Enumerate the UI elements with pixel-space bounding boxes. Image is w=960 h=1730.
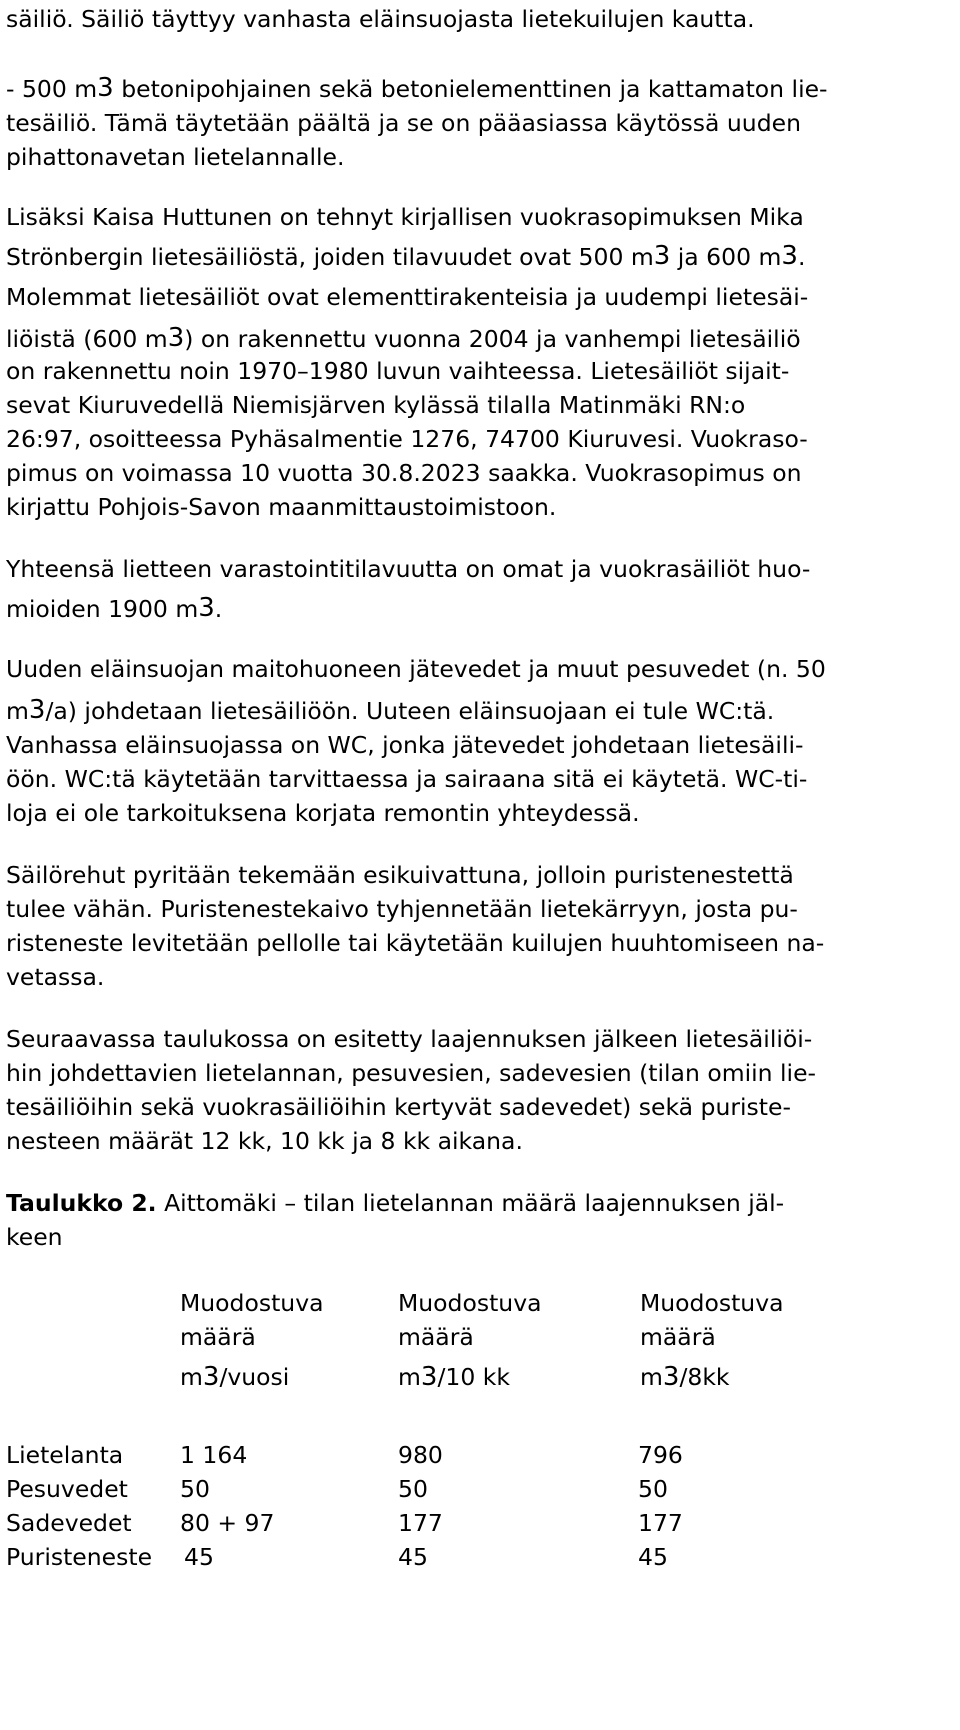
text-span: m <box>180 1363 203 1391</box>
table-cell: 80 + 97 <box>180 1509 275 1537</box>
table-header: Muodostuva <box>180 1289 324 1317</box>
table-row-label: Sadevedet <box>6 1509 132 1537</box>
text-line: nesteen määrät 12 kk, 10 kk ja 8 kk aikana. <box>6 1127 523 1155</box>
superscript: 3 <box>653 241 671 271</box>
text-line <box>6 696 774 726</box>
table-cell: 50 <box>638 1475 668 1503</box>
text-line <box>6 242 805 272</box>
table-header: Muodostuva <box>640 1289 784 1317</box>
text-line: Yhteensä lietteen varastointitilavuutta on omat ja vuokrasäiliöt huo- <box>6 555 811 583</box>
table-cell: 45 <box>184 1543 214 1571</box>
text-span: betonipohjainen sekä betonielementtinen ja kattamaton lie- <box>113 75 828 103</box>
table-header-unit <box>640 1362 730 1392</box>
text-line: Lisäksi Kaisa Huttunen on tehnyt kirjallisen vuokrasopimuksen Mika <box>6 203 804 231</box>
text-line <box>6 74 828 104</box>
table-cell: 1 164 <box>180 1441 248 1469</box>
table-cell: 177 <box>398 1509 443 1537</box>
text-span: m <box>6 697 29 725</box>
text-line: pihattonavetan lietelannalle. <box>6 143 345 171</box>
table-header-unit <box>180 1362 289 1392</box>
text-span: Strönbergin lietesäiliöstä, joiden tilavuudet ovat 500 m <box>6 243 654 271</box>
table-cell: 50 <box>180 1475 210 1503</box>
text-line: Säilörehut pyritään tekemään esikuivattuna, jolloin puristenestettä <box>6 861 794 889</box>
text-span: /vuosi <box>219 1363 290 1391</box>
table-header: määrä <box>180 1323 256 1351</box>
text-line: tesäiliöihin sekä vuokrasäiliöihin kertyvät sadevedet) sekä puriste- <box>6 1093 791 1121</box>
table-header: Muodostuva <box>398 1289 542 1317</box>
superscript: 3 <box>781 241 798 271</box>
text-span: - 500 m <box>6 75 98 103</box>
table-cell: 45 <box>398 1543 428 1571</box>
text-line: hin johdettavien lietelannan, pesuvesien, sadevesien (tilan omiin lie- <box>6 1059 817 1087</box>
table-caption-text: Aittomäki – tilan lietelannan määrä laajennuksen jäl- <box>156 1189 785 1217</box>
table-header: määrä <box>398 1323 474 1351</box>
text-line: tulee vähän. Puristenestekaivo tyhjennetään lietekärryyn, josta pu- <box>6 895 798 923</box>
table-cell: 796 <box>638 1441 683 1469</box>
text-span: /a) johdetaan lietesäiliöön. Uuteen eläinsuojaan ei tule WC:tä. <box>45 697 775 725</box>
table-row-label: Lietelanta <box>6 1441 124 1469</box>
text-line: vetassa. <box>6 963 105 991</box>
table-row-label: Pesuvedet <box>6 1475 128 1503</box>
text-line: loja ei ole tarkoituksena korjata remontin yhteydessä. <box>6 799 640 827</box>
text-line: Seuraavassa taulukossa on esitetty laajennuksen jälkeen lietesäiliöi- <box>6 1025 813 1053</box>
table-header-unit <box>398 1362 510 1392</box>
text-span: m <box>640 1363 663 1391</box>
table-cell: 177 <box>638 1509 683 1537</box>
table-cell: 50 <box>398 1475 428 1503</box>
text-line: sevat Kiuruvedellä Niemisjärven kylässä tilalla Matinmäki RN:o <box>6 391 746 419</box>
text-line: Molemmat lietesäiliöt ovat elementtirakenteisia ja uudempi lietesäi- <box>6 283 809 311</box>
text-span: . <box>797 243 806 271</box>
superscript: 3 <box>167 323 185 353</box>
text-span: . <box>214 595 223 623</box>
text-line: öön. WC:tä käytetään tarvittaessa ja sairaana sitä ei käytetä. WC-ti- <box>6 765 808 793</box>
table-row-label: Puristeneste <box>6 1543 153 1571</box>
text-span: ) on rakennettu vuonna 2004 ja vanhempi lietesäiliö <box>184 325 801 353</box>
text-span: /8kk <box>679 1363 730 1391</box>
superscript: 3 <box>202 1362 220 1392</box>
text-span: ja 600 m <box>670 243 782 271</box>
table-cell: 980 <box>398 1441 443 1469</box>
superscript: 3 <box>97 73 114 103</box>
table-caption-label: Taulukko 2. <box>6 1189 157 1217</box>
text-line: kirjattu Pohjois-Savon maanmittaustoimistoon. <box>6 493 557 521</box>
text-line: Vanhassa eläinsuojassa on WC, jonka jätevedet johdetaan lietesäili- <box>6 731 804 759</box>
superscript: 3 <box>420 1362 438 1392</box>
text-span: liöistä (600 m <box>6 325 168 353</box>
table-caption-continued: keen <box>6 1223 63 1251</box>
superscript: 3 <box>198 593 215 623</box>
text-span: /10 kk <box>437 1363 510 1391</box>
superscript: 3 <box>28 695 46 725</box>
text-line: on rakennettu noin 1970–1980 luvun vaihteessa. Lietesäiliöt sijait- <box>6 357 790 385</box>
text-line: Uuden eläinsuojan maitohuoneen jätevedet ja muut pesuvedet (n. 50 <box>6 655 826 683</box>
text-line: tesäiliö. Tämä täytetään päältä ja se on pääasiassa käytössä uuden <box>6 109 801 137</box>
table-header: määrä <box>640 1323 716 1351</box>
superscript: 3 <box>662 1362 680 1392</box>
text-line: säiliö. Säiliö täyttyy vanhasta eläinsuojasta lietekuilujen kautta. <box>6 5 755 33</box>
text-span: mioiden 1900 m <box>6 595 199 623</box>
text-line <box>6 594 222 624</box>
table-caption <box>6 1188 784 1218</box>
text-line: pimus on voimassa 10 vuotta 30.8.2023 saakka. Vuokrasopimus on <box>6 459 802 487</box>
text-line: 26:97, osoitteessa Pyhäsalmentie 1276, 74700 Kiuruvesi. Vuokraso- <box>6 425 808 453</box>
table-cell: 45 <box>638 1543 668 1571</box>
text-span: m <box>398 1363 421 1391</box>
text-line <box>6 324 801 354</box>
text-line: risteneste levitetään pellolle tai käytetään kuilujen huuhtomiseen na- <box>6 929 825 957</box>
